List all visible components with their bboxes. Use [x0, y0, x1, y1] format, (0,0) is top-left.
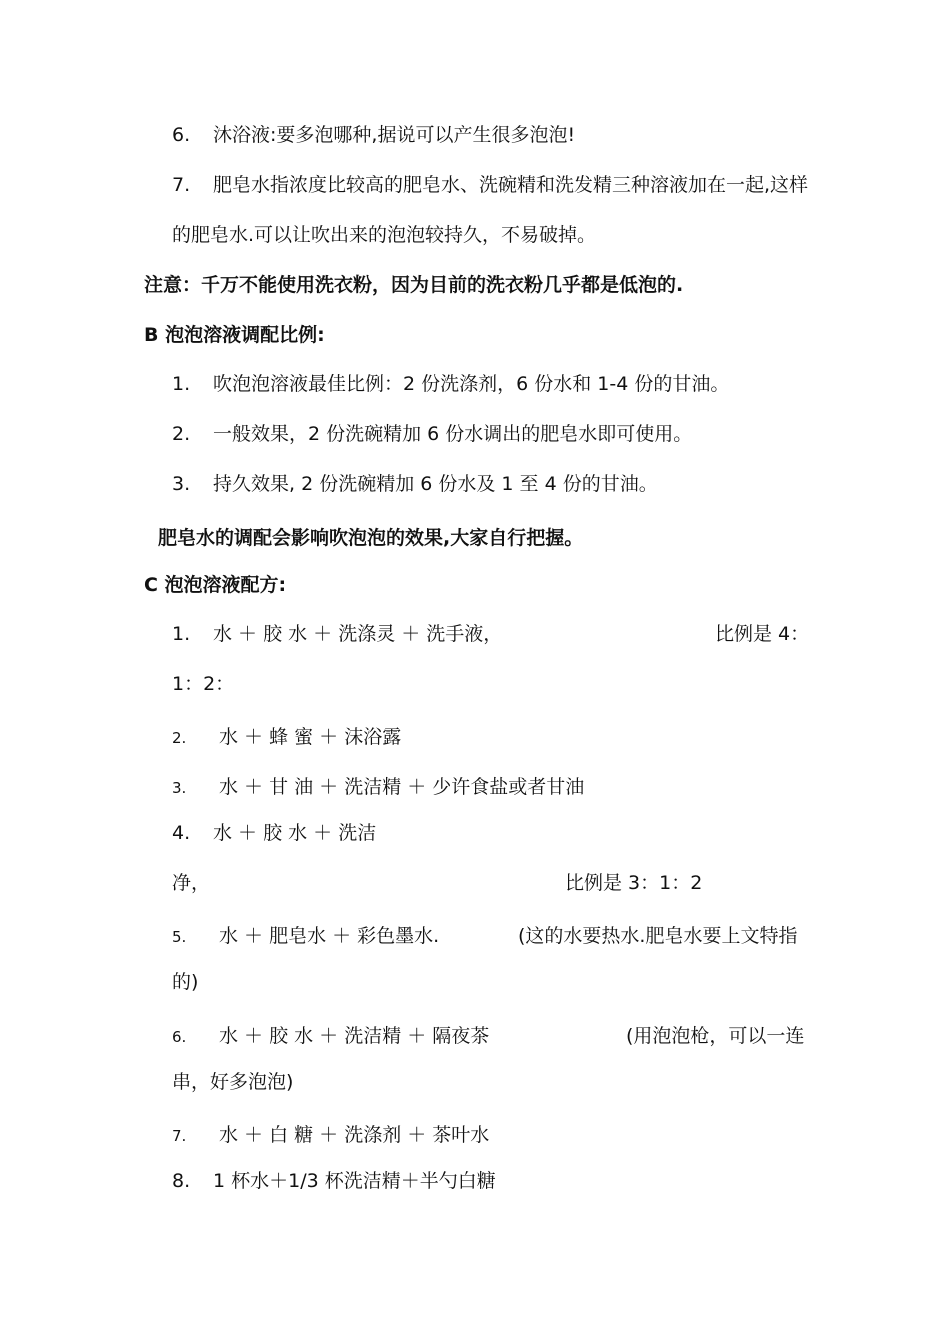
recipe-ratio: 比例是 4：: [715, 623, 810, 645]
recipe-continuation: 1：2：: [172, 673, 235, 695]
recipe-text: 水 ＋ 甘 油 ＋ 洗洁精 ＋ 少许食盐或者甘油: [219, 776, 585, 798]
recipe-item: [172, 1168, 496, 1194]
list-number: 7.: [172, 174, 191, 196]
recipe-note: (这的水要热水.肥皂水要上文特指: [518, 925, 798, 947]
list-text: 持久效果, 2 份洗碗精加 6 份水及 1 至 4 份的甘油。: [213, 473, 658, 495]
list-number: 7.: [172, 1127, 187, 1145]
list-text: 肥皂水指浓度比较高的肥皂水、洗碗精和洗发精三种溶液加在一起,这样: [213, 174, 809, 196]
section-c-title: C 泡泡溶液配方:: [144, 574, 287, 596]
list-text: 吹泡泡溶液最佳比例：2 份洗涤剂，6 份水和 1-4 份的甘油。: [213, 373, 730, 395]
recipe-text: 1 杯水＋1/3 杯洗洁精＋半勺白糖: [213, 1170, 496, 1192]
recipe-text: 水 ＋ 肥皂水 ＋ 彩色墨水.: [219, 925, 440, 947]
list-number: 6.: [172, 124, 191, 146]
recipe-continuation: 净，: [172, 872, 211, 894]
recipe-text: 水 ＋ 蜂 蜜 ＋ 沫浴露: [219, 726, 402, 748]
recipe-item: [172, 923, 439, 950]
recipe-text: 水 ＋ 胶 水 ＋ 洗洁精 ＋ 隔夜茶: [219, 1025, 490, 1047]
list-number: 5.: [172, 928, 187, 946]
list-number: 3.: [172, 473, 191, 495]
recipe-item: [172, 774, 584, 801]
recipe-text: 水 ＋ 胶 水 ＋ 洗涤灵 ＋ 洗手液，: [213, 623, 503, 645]
section-b-remark: 肥皂水的调配会影响吹泡泡的效果,大家自行把握。: [158, 527, 584, 549]
recipe-item: [172, 724, 401, 751]
list-number: 1.: [172, 373, 191, 395]
list-number: 1.: [172, 623, 191, 645]
recipe-continuation: 串，好多泡泡): [172, 1071, 294, 1093]
recipe-item: [172, 621, 502, 647]
recipe-continuation: 的): [172, 971, 199, 993]
list-item: [172, 371, 729, 397]
list-number: 6.: [172, 1028, 187, 1046]
recipe-text: 水 ＋ 白 糖 ＋ 洗涤剂 ＋ 茶叶水: [219, 1124, 490, 1146]
list-item: [172, 421, 692, 447]
recipe-item: [172, 820, 376, 846]
list-text: 沐浴液:要多泡哪种,据说可以产生很多泡泡!: [213, 124, 576, 146]
recipe-ratio: 比例是 3：1：2: [565, 872, 703, 894]
list-number: 2.: [172, 423, 191, 445]
recipe-text: 水 ＋ 胶 水 ＋ 洗洁: [213, 822, 377, 844]
section-b-title: B 泡泡溶液调配比例:: [144, 324, 325, 346]
list-number: 3.: [172, 779, 187, 797]
list-item-continuation: 的肥皂水.可以让吹出来的泡泡较持久，不易破掉。: [172, 224, 597, 246]
warning-note: 注意：千万不能使用洗衣粉，因为目前的洗衣粉几乎都是低泡的.: [144, 274, 684, 296]
recipe-note: (用泡泡枪，可以一连: [626, 1025, 805, 1047]
recipe-item: [172, 1023, 489, 1050]
list-number: 4.: [172, 822, 191, 844]
list-number: 2.: [172, 729, 187, 747]
list-text: 一般效果，2 份洗碗精加 6 份水调出的肥皂水即可使用。: [213, 423, 693, 445]
recipe-item: [172, 1122, 489, 1149]
list-item: [172, 122, 575, 148]
list-number: 8.: [172, 1170, 191, 1192]
list-item: [172, 172, 808, 198]
list-item: [172, 471, 658, 497]
